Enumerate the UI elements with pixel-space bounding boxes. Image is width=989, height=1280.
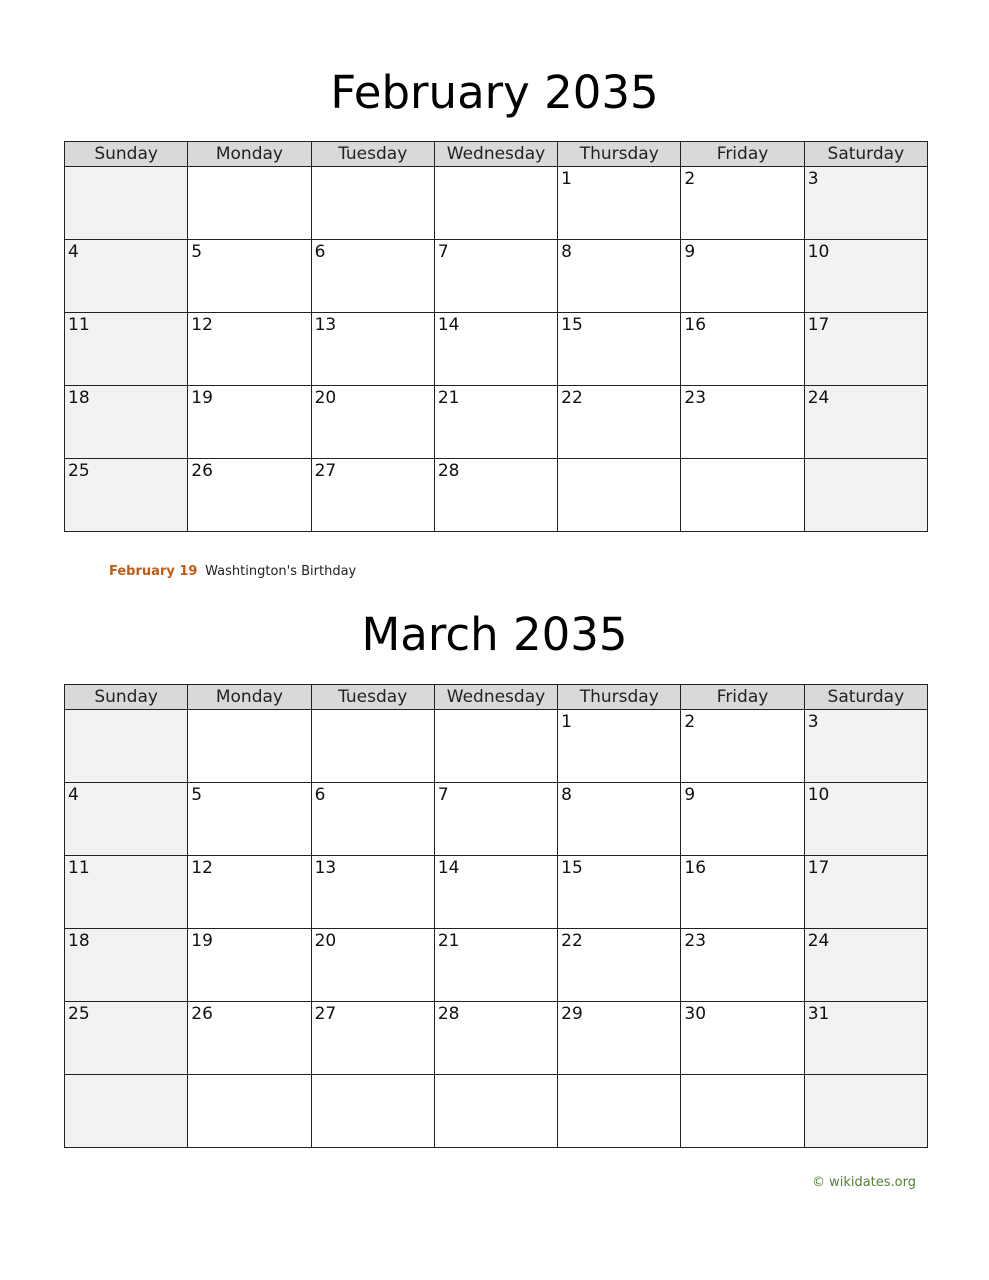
day-cell <box>681 783 804 856</box>
day-cell <box>558 1075 681 1148</box>
day-number: 5 <box>191 242 203 262</box>
day-cell <box>434 459 557 532</box>
week-row <box>65 856 928 929</box>
day-number <box>805 1075 927 1079</box>
day-number <box>65 710 187 714</box>
day-number: 30 <box>684 1004 707 1024</box>
day-number: 17 <box>807 315 830 335</box>
day-number: 8 <box>561 785 572 805</box>
day-number: 21 <box>437 931 460 951</box>
day-number: 24 <box>807 388 830 408</box>
day-number: 19 <box>191 931 213 951</box>
week-row <box>65 313 928 386</box>
day-cell <box>65 240 188 313</box>
week-row <box>65 1002 928 1075</box>
day-number: 20 <box>314 388 337 408</box>
day-cell <box>558 167 681 240</box>
day-number: 25 <box>68 461 90 481</box>
day-cell <box>311 856 434 929</box>
day-number: 28 <box>437 1004 460 1024</box>
day-cell <box>65 856 188 929</box>
day-number: 16 <box>684 315 707 335</box>
day-cell <box>558 929 681 1002</box>
day-cell <box>188 313 311 386</box>
day-number <box>558 459 680 463</box>
day-cell <box>681 459 804 532</box>
day-cell <box>681 386 804 459</box>
day-number: 12 <box>191 858 213 878</box>
weekday-header: Sunday <box>65 142 188 167</box>
day-cell <box>804 783 927 856</box>
day-cell <box>65 459 188 532</box>
day-number <box>681 459 803 463</box>
day-cell <box>804 856 927 929</box>
day-number: 11 <box>68 858 90 878</box>
day-cell <box>434 856 557 929</box>
weekday-header: Tuesday <box>311 142 434 167</box>
day-cell <box>558 240 681 313</box>
weekday-header: Tuesday <box>311 685 434 710</box>
day-number: 7 <box>437 242 449 262</box>
day-cell <box>188 783 311 856</box>
weekday-header: Thursday <box>558 142 681 167</box>
day-number: 15 <box>561 315 583 335</box>
day-cell <box>188 929 311 1002</box>
day-cell <box>558 386 681 459</box>
day-cell <box>804 1002 927 1075</box>
day-cell <box>188 167 311 240</box>
day-number: 22 <box>561 931 583 951</box>
day-cell <box>681 929 804 1002</box>
week-row <box>65 386 928 459</box>
day-cell <box>558 783 681 856</box>
day-number <box>188 167 310 171</box>
day-number: 16 <box>684 858 707 878</box>
day-number: 7 <box>437 785 449 805</box>
day-number: 12 <box>191 315 213 335</box>
day-cell <box>65 313 188 386</box>
day-number: 15 <box>561 858 583 878</box>
day-cell <box>188 386 311 459</box>
day-cell <box>804 167 927 240</box>
day-cell <box>311 240 434 313</box>
day-number: 6 <box>314 242 326 262</box>
day-number: 21 <box>437 388 460 408</box>
day-number: 4 <box>68 785 79 805</box>
day-cell <box>681 1075 804 1148</box>
day-number: 4 <box>68 242 79 262</box>
day-number: 1 <box>561 712 572 732</box>
day-cell <box>804 313 927 386</box>
day-cell <box>65 1075 188 1148</box>
day-number: 28 <box>437 461 460 481</box>
day-cell <box>188 1002 311 1075</box>
day-number <box>805 459 927 463</box>
weekday-header-row <box>65 685 928 710</box>
day-number: 2 <box>684 712 696 732</box>
day-number: 3 <box>807 169 819 189</box>
day-number: 13 <box>314 858 337 878</box>
day-cell <box>434 167 557 240</box>
weekday-header: Saturday <box>804 685 927 710</box>
day-number: 10 <box>807 785 830 805</box>
day-cell <box>804 710 927 783</box>
day-cell <box>558 459 681 532</box>
day-number <box>435 1075 557 1079</box>
day-number <box>188 1075 310 1079</box>
day-number: 14 <box>437 858 460 878</box>
day-number: 9 <box>684 242 696 262</box>
day-number: 14 <box>437 315 460 335</box>
day-number: 24 <box>807 931 830 951</box>
day-cell <box>558 856 681 929</box>
week-row <box>65 240 928 313</box>
month-title-february: February 2035 <box>330 66 659 119</box>
day-number: 9 <box>684 785 696 805</box>
day-cell <box>434 240 557 313</box>
day-cell <box>558 710 681 783</box>
day-cell <box>434 313 557 386</box>
day-cell <box>681 240 804 313</box>
day-number: 23 <box>684 931 707 951</box>
day-number: 2 <box>684 169 696 189</box>
day-number <box>65 167 187 171</box>
week-row <box>65 1075 928 1148</box>
day-cell <box>311 1002 434 1075</box>
day-number: 18 <box>68 388 90 408</box>
day-number: 26 <box>191 1004 213 1024</box>
day-cell <box>65 167 188 240</box>
day-cell <box>188 856 311 929</box>
day-cell <box>188 240 311 313</box>
day-number: 25 <box>68 1004 90 1024</box>
day-cell <box>558 1002 681 1075</box>
day-cell <box>188 710 311 783</box>
day-number: 26 <box>191 461 213 481</box>
day-number: 31 <box>807 1004 830 1024</box>
day-cell <box>65 1002 188 1075</box>
day-cell <box>558 313 681 386</box>
day-cell <box>188 459 311 532</box>
month-title-march: March 2035 <box>361 608 628 661</box>
day-number: 13 <box>314 315 337 335</box>
day-cell <box>681 856 804 929</box>
day-cell <box>434 386 557 459</box>
day-number: 18 <box>68 931 90 951</box>
weekday-header: Friday <box>681 142 804 167</box>
day-cell <box>311 1075 434 1148</box>
week-row <box>65 783 928 856</box>
footer-credit: © wikidates.org <box>811 1175 916 1190</box>
holiday-note <box>109 564 356 579</box>
day-number <box>188 710 310 714</box>
day-number: 27 <box>314 1004 337 1024</box>
day-number <box>681 1075 803 1079</box>
day-cell <box>65 386 188 459</box>
day-number: 3 <box>807 712 819 732</box>
day-cell <box>311 929 434 1002</box>
day-number: 1 <box>561 169 572 189</box>
day-cell <box>311 710 434 783</box>
day-number: 6 <box>314 785 326 805</box>
day-cell <box>65 710 188 783</box>
weekday-header: Saturday <box>804 142 927 167</box>
day-number: 22 <box>561 388 583 408</box>
day-cell <box>434 1002 557 1075</box>
day-cell <box>804 929 927 1002</box>
day-cell <box>681 710 804 783</box>
day-number: 8 <box>561 242 572 262</box>
week-row <box>65 459 928 532</box>
day-number <box>65 1075 187 1079</box>
day-number: 10 <box>807 242 830 262</box>
day-number <box>435 167 557 171</box>
weekday-header: Wednesday <box>434 142 557 167</box>
week-row <box>65 929 928 1002</box>
day-cell <box>681 313 804 386</box>
day-number: 27 <box>314 461 337 481</box>
day-cell <box>311 386 434 459</box>
holiday-date: February 19 <box>109 564 198 579</box>
day-cell <box>311 167 434 240</box>
day-cell <box>311 459 434 532</box>
day-cell <box>681 1002 804 1075</box>
day-number: 5 <box>191 785 203 805</box>
day-cell <box>804 459 927 532</box>
weekday-header: Sunday <box>65 685 188 710</box>
day-number <box>435 710 557 714</box>
day-cell <box>311 313 434 386</box>
weekday-header-row <box>65 142 928 167</box>
day-number <box>312 167 434 171</box>
weekday-header: Friday <box>681 685 804 710</box>
calendar-march <box>64 684 928 1148</box>
week-row <box>65 167 928 240</box>
day-number: 11 <box>68 315 90 335</box>
day-cell <box>804 240 927 313</box>
day-number: 20 <box>314 931 337 951</box>
day-number: 19 <box>191 388 213 408</box>
weekday-header: Monday <box>188 142 311 167</box>
day-cell <box>434 783 557 856</box>
day-cell <box>188 1075 311 1148</box>
day-cell <box>65 929 188 1002</box>
weekday-header: Monday <box>188 685 311 710</box>
day-cell <box>804 386 927 459</box>
calendar-february <box>64 141 928 532</box>
day-cell <box>65 783 188 856</box>
day-number: 29 <box>561 1004 583 1024</box>
day-number: 17 <box>807 858 830 878</box>
day-number <box>312 1075 434 1079</box>
day-cell <box>434 710 557 783</box>
day-cell <box>681 167 804 240</box>
weekday-header: Thursday <box>558 685 681 710</box>
day-cell <box>434 929 557 1002</box>
holiday-name: Washtington's Birthday <box>205 564 357 579</box>
day-number <box>312 710 434 714</box>
day-number <box>558 1075 680 1079</box>
weekday-header: Wednesday <box>434 685 557 710</box>
day-cell <box>804 1075 927 1148</box>
day-cell <box>434 1075 557 1148</box>
day-cell <box>311 783 434 856</box>
day-number: 23 <box>684 388 707 408</box>
week-row <box>65 710 928 783</box>
